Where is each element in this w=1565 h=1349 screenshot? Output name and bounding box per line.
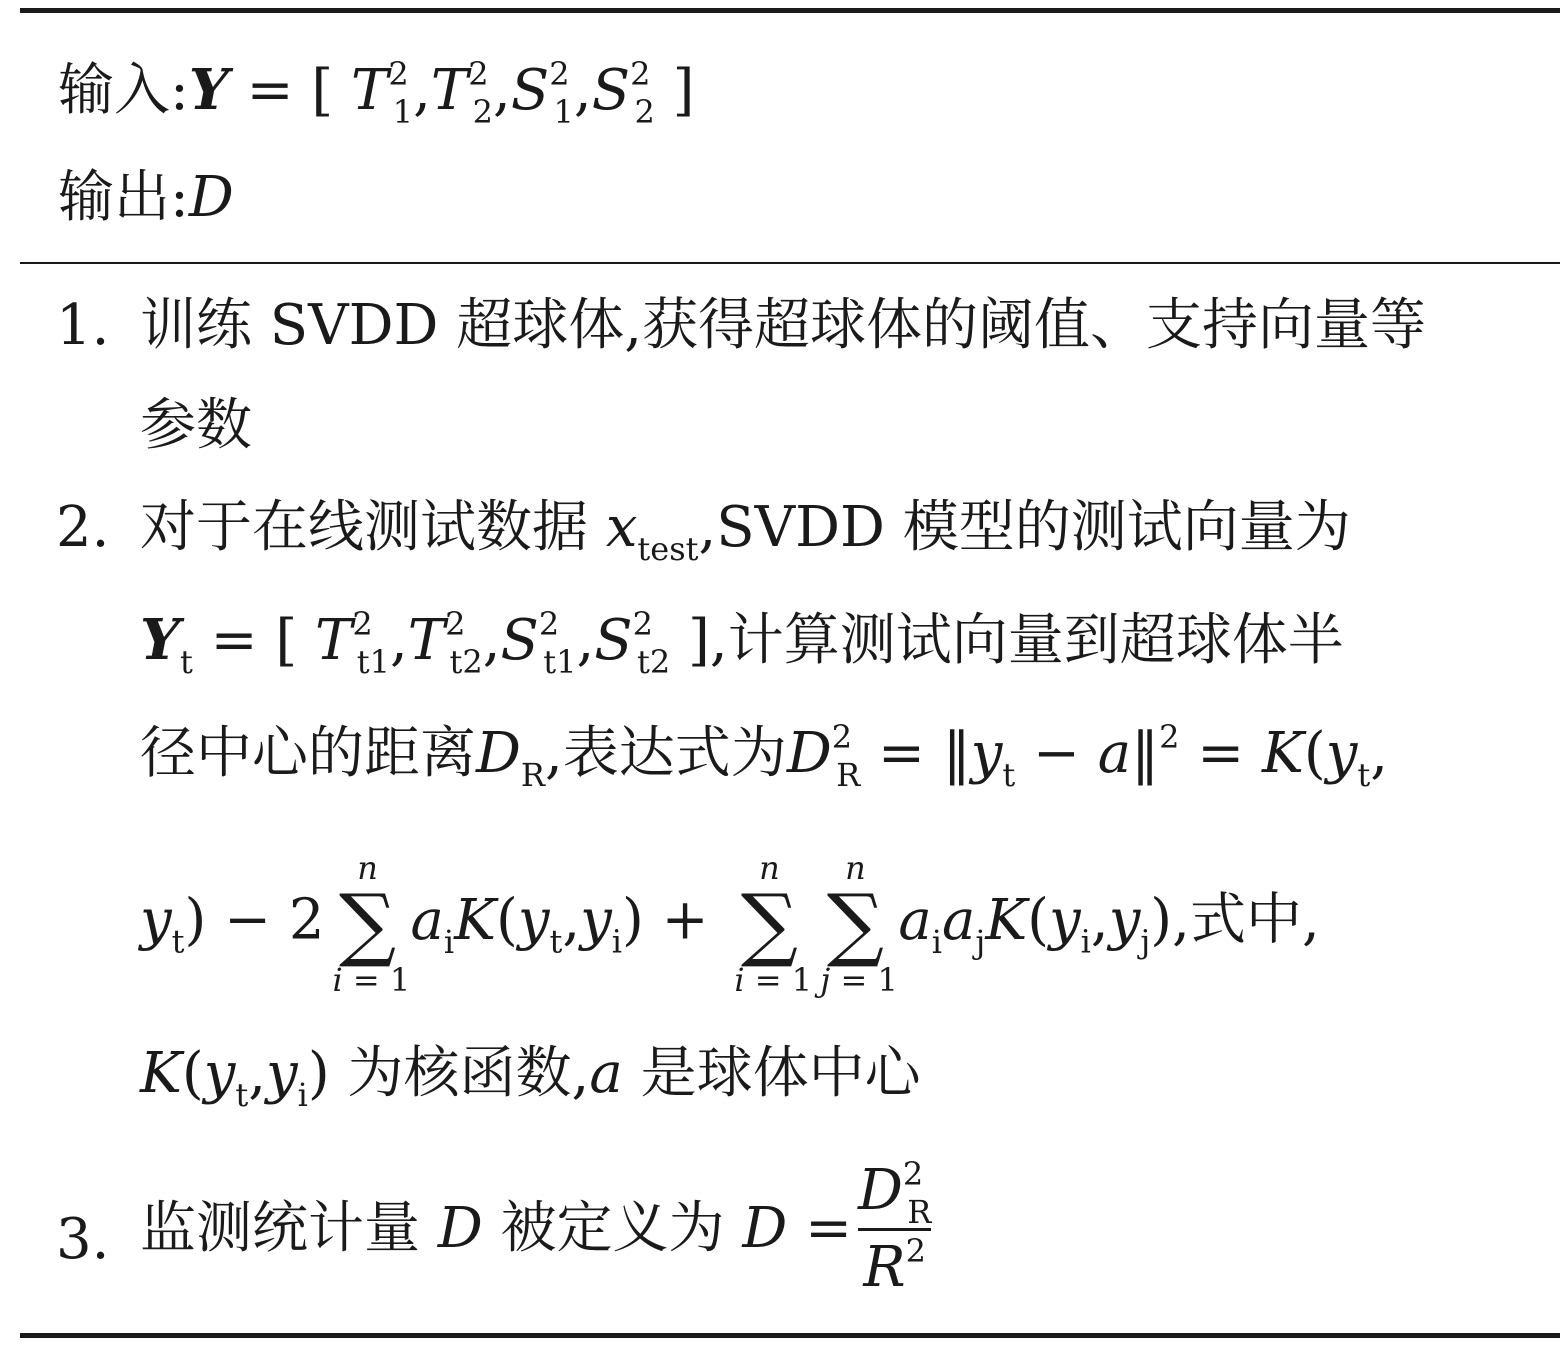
formula-Yt: Y xyxy=(140,607,180,673)
step-2-number: 2. xyxy=(56,495,110,560)
step-2-line-5: $K(y_t,y_i)$ 为核函数,a 是球体中心 xyxy=(140,1041,921,1114)
output-line xyxy=(58,165,234,230)
input-formula: Y xyxy=(188,57,229,123)
step-2-line-1-text-b: ,SVDD 模型的测试向量为 xyxy=(698,495,1351,560)
step-2-line-3-text-b: ,表达式为 xyxy=(545,721,787,786)
step-2-line-1-text-a: 对于在线测试数据 xyxy=(140,495,588,560)
top-rule xyxy=(20,8,1560,13)
bottom-rule xyxy=(20,1333,1560,1338)
step-1-line-2: 参数 xyxy=(140,393,252,458)
step-2-line-3: 径中心的距离$D_R$,表达式为$D^2_R$ = $‖y_t$ − a‖$^2$ = $K(y_t$, xyxy=(140,718,1389,794)
mid-rule xyxy=(20,262,1560,264)
step-1-number: 1. xyxy=(56,293,110,358)
step-3-number: 3. xyxy=(56,1207,110,1272)
step-2-line-3-text-a: 径中心的距离 xyxy=(140,721,476,786)
step-2-line-4-text: ,式中, xyxy=(1172,887,1320,953)
step-2-line-5-text-a: 为核函数, xyxy=(347,1041,590,1106)
step-2-line-5-text-b: 是球体中心 xyxy=(640,1041,921,1106)
step-3-line: 监测统计量 D 被定义为 D = $\frac{D^2_R}{R^2}$ xyxy=(140,1155,932,1300)
step-2-line-2-text: ,计算测试向量到超球体半 xyxy=(709,608,1344,673)
formula-DR: D xyxy=(476,721,521,786)
step-3-text-b: 被定义为 xyxy=(500,1196,725,1262)
input-label: 输入: xyxy=(58,58,189,123)
step-3-text-a: 监测统计量 xyxy=(140,1196,420,1262)
sum-operator-3: n ∑ j = 1 xyxy=(820,849,898,999)
sum-operator-2: n ∑ i = 1 xyxy=(734,849,813,999)
output-label: 输出: xyxy=(58,165,189,230)
formula-fraction: $\frac{D^2_R}{R^2}$ xyxy=(857,1155,932,1300)
formula-x-test: x xyxy=(605,495,638,560)
step-2-line-4: $y_t) - 2$ n ∑ i = 1 $a_iK(y_t,y_i)$ + n ∑ i = 1 n ∑ j = 1 $a_ia_jK(y_i,y_j)$,式中, xyxy=(140,849,1320,999)
sum-operator-1: n ∑ i = 1 xyxy=(332,849,411,999)
output-formula: D xyxy=(188,165,234,230)
input-line: 输入:Y = [ $T^2_1,T^2_2,S^2_1,S^2_2$ ] xyxy=(58,55,695,131)
step-2-line-2: $Y_t$ = [ $T^2_{t1},T^2_{t2},S^2_{t1},S^2_{t2}$ ],计算测试向量到超球体半 xyxy=(140,605,1344,681)
step-2-line-1: 对于在线测试数据 $x_{test},SVDD$ 模型的测试向量为 xyxy=(140,495,1351,568)
step-1-line-1: 训练 SVDD 超球体,获得超球体的阈值、支持向量等 xyxy=(140,293,1427,358)
